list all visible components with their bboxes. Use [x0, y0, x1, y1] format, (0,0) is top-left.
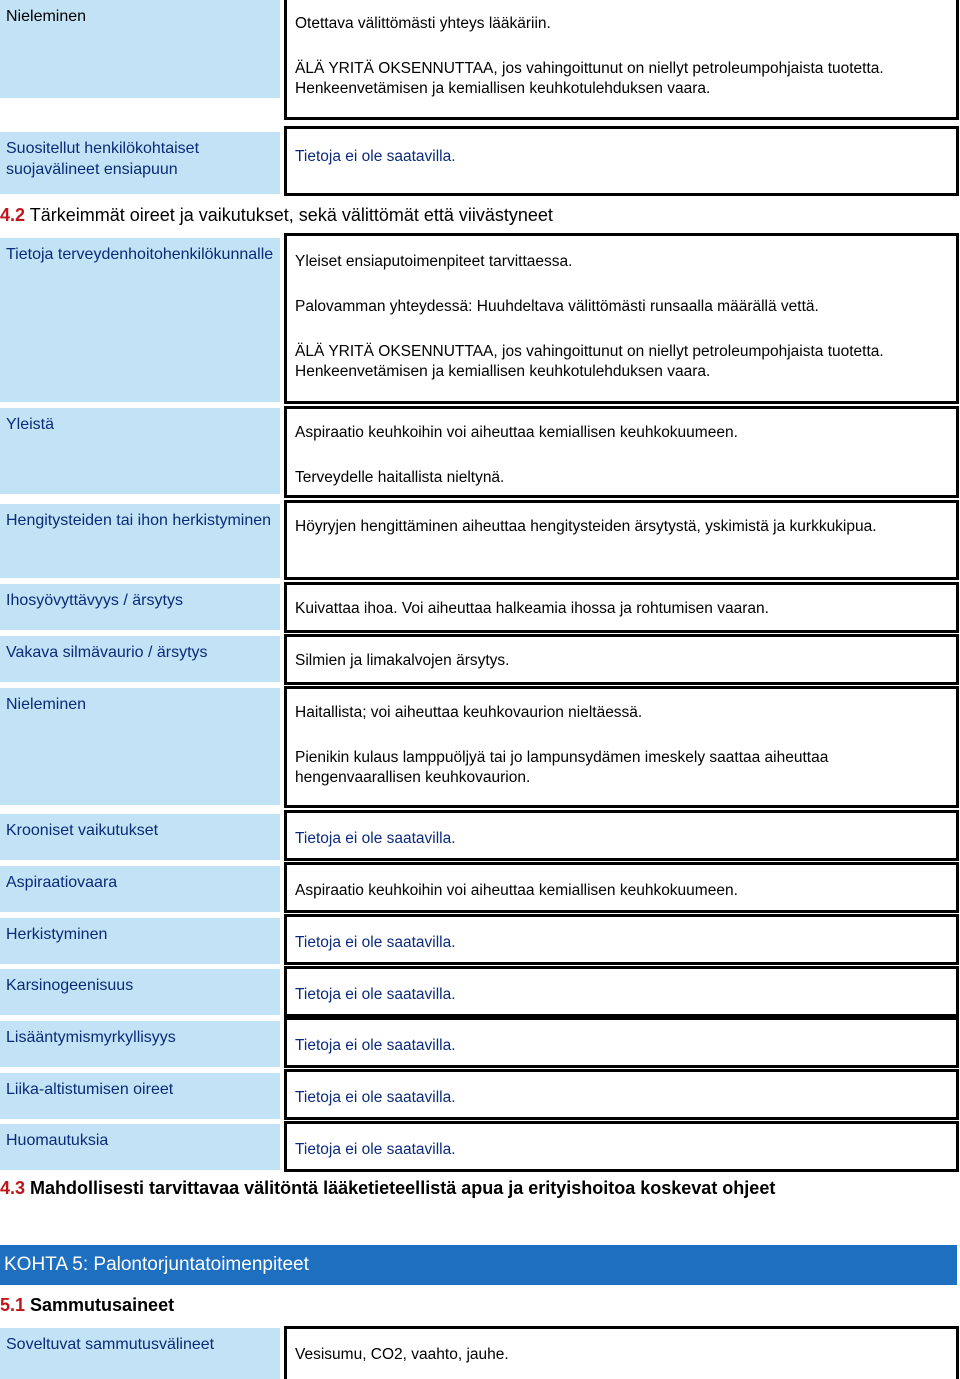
row-label-suojavalineet: Suositellut henkilökohtaiset suojavälineet ensiapuun — [0, 132, 280, 194]
section-heading-5-1: 5.1 Sammutusaineet — [0, 1295, 175, 1315]
row-label-krooniset: Krooniset vaikutukset — [0, 814, 280, 860]
row-label-nieleminen-top: Nieleminen — [0, 0, 280, 98]
value-text: Pienikin kulaus lamppuöljyä tai jo lampunsydämen imeskely saattaa aiheuttaa hengenvaarallisen keuhkovaurion. — [295, 749, 829, 786]
row-label-hengitys: Hengitysteiden tai ihon herkistyminen — [0, 504, 280, 578]
row-value-liika — [284, 1069, 959, 1120]
row-value-terveydenhoito — [284, 233, 959, 404]
value-text: ÄLÄ YRITÄ OKSENNUTTAA, jos vahingoittunut on niellyt petroleumpohjaista tuotetta. Henkeenvetämisen ja kemiallisen keuhkotulehduksen vaara. — [295, 343, 884, 380]
section-heading-4-3: 4.3 Mahdollisesti tarvittavaa välitöntä lääketieteellistä apua ja erityishoitoa koskevat ohjeet — [0, 1178, 776, 1198]
value-text: Terveydelle haitallista nieltynä. — [295, 469, 505, 486]
value-text: Tietoja ei ole saatavilla. — [295, 1037, 456, 1054]
row-value-krooniset — [284, 810, 959, 861]
row-value-karsinogeenisuus — [284, 966, 959, 1017]
value-text: Silmien ja limakalvojen ärsytys. — [295, 652, 510, 669]
value-text: Tietoja ei ole saatavilla. — [295, 986, 456, 1003]
value-text: Tietoja ei ole saatavilla. — [295, 830, 456, 847]
row-label-liika: Liika-altistumisen oireet — [0, 1073, 280, 1119]
row-value-huomautuksia — [284, 1121, 959, 1172]
value-text: Tietoja ei ole saatavilla. — [295, 1141, 456, 1158]
row-label-karsinogeenisuus: Karsinogeenisuus — [0, 969, 280, 1015]
row-value-hengitys — [284, 500, 959, 580]
row-value-nieleminen-top — [284, 0, 959, 120]
section-heading-4-2: 4.2 Tärkeimmät oireet ja vaikutukset, sekä välittömät että viivästyneet — [0, 205, 553, 225]
row-label-herkistyminen: Herkistyminen — [0, 918, 280, 964]
row-label-lisaantymis: Lisääntymismyrkyllisyys — [0, 1021, 280, 1067]
value-text: Aspiraatio keuhkoihin voi aiheuttaa kemiallisen keuhkokuumeen. — [295, 882, 738, 899]
value-text: Tietoja ei ole saatavilla. — [295, 934, 456, 951]
value-text: Vesisumu, CO2, vaahto, jauhe. — [295, 1346, 509, 1363]
value-text: ÄLÄ YRITÄ OKSENNUTTAA, jos vahingoittunut on niellyt petroleumpohjaista tuotetta. Henkeenvetämisen ja kemiallisen keuhkotulehduksen vaara. — [295, 60, 884, 97]
row-label-yleista: Yleistä — [0, 408, 280, 494]
row-value-lisaantymis — [284, 1017, 959, 1068]
row-label-terveydenhoito: Tietoja terveydenhoitohenkilökunnalle — [0, 238, 280, 402]
value-text: Tietoja ei ole saatavilla. — [295, 1089, 456, 1106]
value-text: Yleiset ensiaputoimenpiteet tarvittaessa. — [295, 253, 573, 270]
section-bar-kohta-5: KOHTA 5: Palontorjuntatoimenpiteet — [0, 1245, 957, 1285]
row-label-silma: Vakava silmävaurio / ärsytys — [0, 636, 280, 682]
row-label-iho: Ihosyövyttävyys / ärsytys — [0, 584, 280, 630]
row-value-iho — [284, 582, 959, 633]
row-value-herkistyminen — [284, 914, 959, 965]
row-value-silma — [284, 634, 959, 685]
value-text: Kuivattaa ihoa. Voi aiheuttaa halkeamia ihossa ja rohtumisen vaaran. — [295, 600, 769, 617]
value-text: Höyryjen hengittäminen aiheuttaa hengitysteiden ärsytystä, yskimistä ja kurkkukipua. — [295, 518, 877, 535]
row-value-yleista — [284, 406, 959, 498]
value-text: Aspiraatio keuhkoihin voi aiheuttaa kemiallisen keuhkokuumeen. — [295, 424, 738, 441]
row-label-aspiraatio: Aspiraatiovaara — [0, 866, 280, 912]
value-text: Haitallista; voi aiheuttaa keuhkovaurion nieltäessä. — [295, 704, 643, 721]
row-value-sammutus — [284, 1326, 959, 1379]
value-text: Otettava välittömästi yhteys lääkäriin. — [295, 15, 551, 32]
row-label-sammutus: Soveltuvat sammutusvälineet — [0, 1328, 280, 1379]
value-text: Palovamman yhteydessä: Huuhdeltava välittömästi runsaalla määrällä vettä. — [295, 298, 819, 315]
row-label-nieleminen: Nieleminen — [0, 688, 280, 805]
value-text: Tietoja ei ole saatavilla. — [295, 148, 456, 165]
row-value-nieleminen — [284, 686, 959, 808]
row-value-aspiraatio — [284, 862, 959, 913]
row-label-huomautuksia: Huomautuksia — [0, 1124, 280, 1170]
row-value-suojavalineet — [284, 126, 959, 196]
